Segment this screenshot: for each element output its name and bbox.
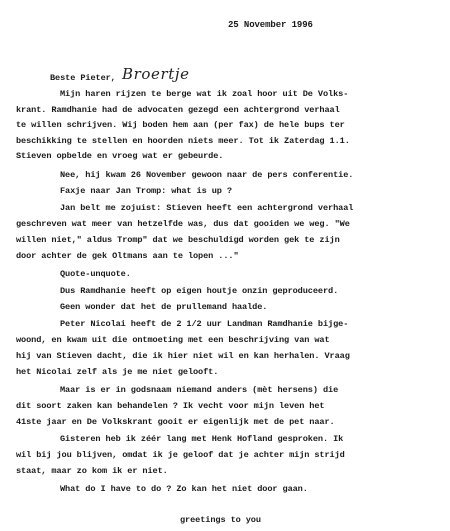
body-line: Jan belt me zojuist: Stieven heeft een achtergrond verhaal xyxy=(60,203,354,213)
body-line: dit soort zaken kan behandelen ? Ik vecht voor mijn leven het xyxy=(16,401,325,411)
body-line: Dus Ramdhanie heeft op eigen houtje onzin geproduceerd. xyxy=(60,286,339,296)
handwritten-note: Broertje xyxy=(122,65,190,83)
body-line: Maar is er in godsnaam niemand anders (mèt hersens) die xyxy=(60,385,339,395)
body-line: Nee, hij kwam 26 November gewoon naar de pers conferentie. xyxy=(60,170,354,180)
body-line: woond, en kwam uit die ontmoeting met een beschrijving van wat xyxy=(16,335,330,345)
body-line: wil bij jou blijven, omdat ik je geloof dat je achter mijn strijd xyxy=(16,450,345,460)
letter-date: 25 November 1996 xyxy=(228,20,313,30)
body-line: staat, maar zo kom ik er niet. xyxy=(16,466,168,476)
closing-line: greetings to you xyxy=(180,515,261,525)
body-line: hij van Stieven dacht, die ik hier niet wil en kan herhalen. Vraag xyxy=(16,351,350,361)
body-line: Peter Nicolai heeft de 2 1/2 uur Landman Ramdhanie bijge- xyxy=(60,319,349,329)
body-line: Mijn haren rijzen te berge wat ik zoal hoor uit De Volks- xyxy=(60,89,349,99)
body-line: door achter de gek Oltmans aan te lopen ..." xyxy=(16,251,239,261)
body-line: What do I have to do ? Zo kan het niet door gaan. xyxy=(60,484,308,494)
body-line: geschreven wat meer van hetzelfde was, dus dat gooiden we weg. "We xyxy=(16,219,350,229)
body-line: 41ste jaar en De Volkskrant gooit er eigenlijk met de pet naar. xyxy=(16,417,335,427)
body-line: beschikking te stellen en hoorden niets meer. Tot ik Zaterdag 1.1. xyxy=(16,136,350,146)
body-line: Stieven opbelde en vroeg wat er gebeurde. xyxy=(16,151,224,161)
body-line: te willen schrijven. Wij boden hem aan (per fax) de hele bups ter xyxy=(16,120,345,130)
body-line: Faxje naar Jan Tromp: what is up ? xyxy=(60,186,232,196)
body-line: het Nicolai zelf als je me niet gelooft. xyxy=(16,367,219,377)
body-line: Quote-unquote. xyxy=(60,269,131,279)
body-line: Gisteren heb ik zéér lang met Henk Hofland gesproken. Ik xyxy=(60,434,344,444)
body-line: Geen wonder dat het de prullemand haalde. xyxy=(60,302,268,312)
body-line: krant. Ramdhanie had de advocaten gezegd een achtergrond verhaal xyxy=(16,105,340,115)
salutation: Beste Pieter, xyxy=(50,73,116,83)
body-line: willen niet," aldus Tromp" dat we beschuldigd worden gek te zijn xyxy=(16,235,340,245)
